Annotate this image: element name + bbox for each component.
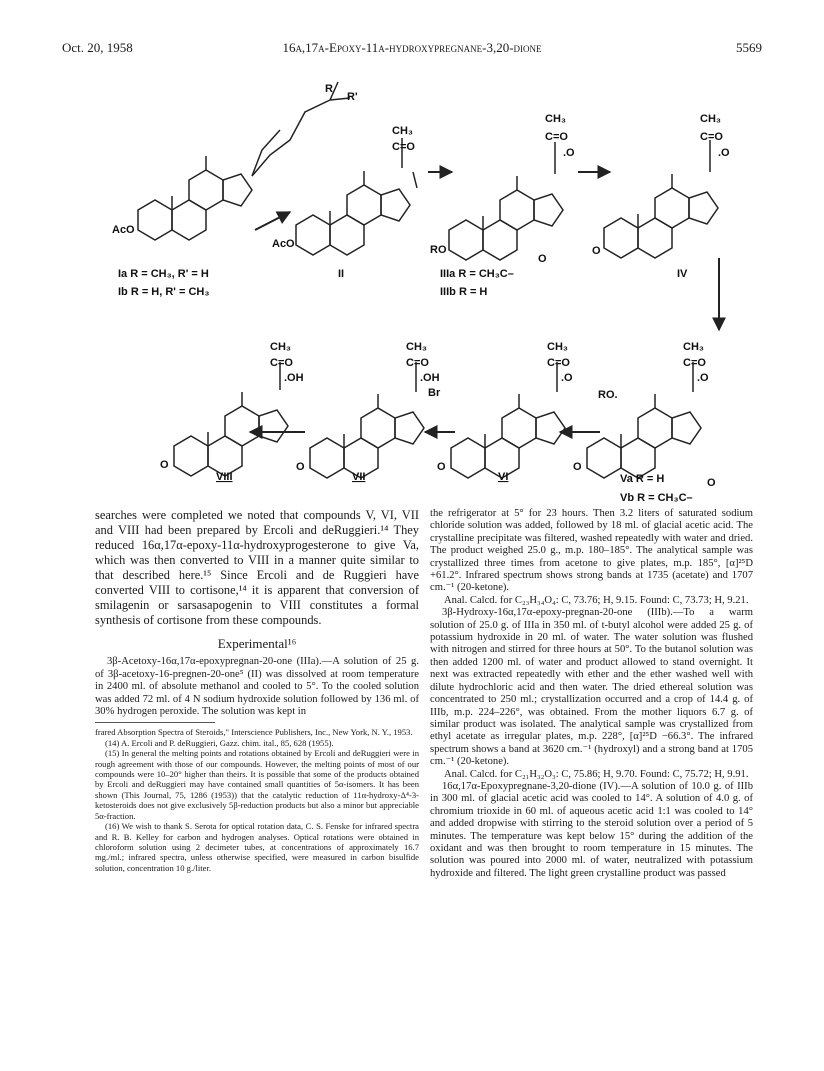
label-ch3-vi: CH₃ <box>547 341 568 353</box>
label-aco-ii: AcO <box>272 238 295 250</box>
label-o-iv: O <box>592 245 601 257</box>
label-oh-viii: .OH <box>284 372 304 384</box>
structure-vi <box>451 394 565 478</box>
structure-vii <box>310 394 424 478</box>
label-iiib: IIIb R = H <box>440 286 488 298</box>
structure-ia <box>138 156 252 240</box>
header-date: Oct. 20, 1958 <box>62 40 133 55</box>
label-co-viii: C=O <box>270 357 293 369</box>
label-o-iv-epox: .O <box>718 147 730 159</box>
analysis-iiia: Anal. Calcd. for C₂₃H₃₄O₄: C, 73.76; H, 9.15. Found: C, 73.73; H, 9.21. <box>444 594 749 606</box>
footnote-rule <box>95 722 215 723</box>
label-ch3-ii: CH₃ <box>392 125 413 137</box>
label-oxo-vi: O <box>437 461 446 473</box>
label-keto-o-vb: O <box>707 477 716 489</box>
label-vi: VI <box>498 471 509 483</box>
label-o-vi: .O <box>561 372 573 384</box>
label-co-vi: C=O <box>547 357 570 369</box>
structure-iv <box>604 174 718 258</box>
paragraph-iv: 16α,17α-Epoxypregnane-3,20-dione (IV).—A solution of 10.0 g. of IIIb in 300 ml. of glacial acetic acid was cooled to 14°. A solution of 4.0 g. of chromium trioxide in 60 ml. of aqueous acetic acid 1:1 was cooled to 14° and added dropwise with stirring to the steroid solution over a period of 5 minutes. The temperature was kept below 15° during the addition of the oxidant and was then brought to room temperature in 15 minutes. The solution was poured into 2000 ml. of water, neutralized with potassium hydroxide and filtered. The light green crystalline product was passed <box>430 780 753 879</box>
label-ch3-iii: CH₃ <box>545 113 566 125</box>
analysis-iiib: Anal. Calcd. for C₂₁H₃₂O₃: C, 75.86; H, 9.70. Found: C, 75.72; H, 9.91. <box>444 768 749 780</box>
label-keto-o-iiia: O <box>538 253 547 265</box>
label-co-iii: C=O <box>545 131 568 143</box>
running-title: 16α,17α-Epoxy-11α-hydroxypregnane-3,20-dione <box>282 40 542 55</box>
label-iv: IV <box>677 268 688 280</box>
label-o-v: .O <box>697 372 709 384</box>
label-co-v: C=O <box>683 357 706 369</box>
structure-iiia <box>449 176 563 260</box>
footnote-14: (14) A. Ercoli and P. deRuggieri, Gazz. chim. ital., 85, 628 (1955). <box>105 737 334 748</box>
label-vb: Vb R = CH₃C– <box>620 492 693 504</box>
label-co-vii: C=O <box>406 357 429 369</box>
label-ch3-vii: CH₃ <box>406 341 427 353</box>
label-co-iv: C=O <box>700 131 723 143</box>
label-br-vii: Br <box>428 387 441 399</box>
label-r: R <box>325 83 333 95</box>
label-ii: II <box>338 268 345 280</box>
footnote-16: (16) We wish to thank S. Serota for optical rotation data, C. S. Fenske for infrared spectra and R. B. Kelley for carbon and hydrogen analyses. Optical rotations were obtained in chloroform solution using 2 decimeter tubes, at concentrations of approximately 16.7 mg./ml.; infrared spectra, unless otherwise specified, were measured in carbon bisulfide solution, concentration 10 g./liter. <box>95 821 419 873</box>
label-o-iii: .O <box>563 147 575 159</box>
label-co-ii: C=O <box>392 141 415 153</box>
label-ib: Ib R = H, R' = CH₃ <box>118 286 210 298</box>
intro-paragraph: searches were completed we noted that compounds V, VI, VII and VIII had been prepared by Ercoli and deRuggieri.¹⁴ They reduced 16α,17α-epoxy-11α-hydroxyprogesterone to give Va, which was then converted to VIII in a manner quite similar to that described here.¹⁵ Since Ercoli and de Ruggieri have converted VIII to cortisone,¹⁴ it is apparent that conversion of smilagenin or sarsasapogenin to VIII constitutes a formal synthesis of cortisone from these compounds. <box>95 508 419 627</box>
footnote-continued: frared Absorption Spectra of Steroids," Interscience Publishers, Inc., New York, N. Y., 1953. <box>95 727 413 738</box>
structure-v <box>587 394 701 478</box>
label-ro-v: RO. <box>598 389 618 401</box>
paragraph-iiib: 3β-Hydroxy-16α,17α-epoxy-pregnan-20-one (IIIb).—To a warm solution of 25.0 g. of IIIa in 350 ml. of t-butyl alcohol were added 25 g. of potassium hydroxide in 20 ml. of water. The water solution was flushed with nitrogen and stirred for three hours at 50°. To the butanol solution was then added 1200 ml. of water and product allowed to stand overnight. It next was extracted repeatedly with ether and the ether washed well with dilute hydrochloric acid and then water. The dried ethereal solution was concentrated to 250 ml.; crystallization occurred and a crop of 14.4 g. of IIIb, m.p. 224–226°, was obtained. From the mother liquors 6.7 g. of similar product was isolated. The analytical sample was crystallized from ethyl acetate as irregular plates, m.p. 228°, [α]²⁵D −66.3°. The infrared spectrum shows a band at 3620 cm.⁻¹ (hydroxyl) and a strong band at 1705 cm.⁻¹ (20-ketone). <box>430 607 753 768</box>
section-heading-experimental: Experimental¹⁶ <box>217 636 297 651</box>
footnote-15: (15) In general the melting points and rotations obtained by Ercoli and deRuggieri were in rough agreement with those of our compounds. However, the melting points of most of our compounds were 10–20° higher than theirs. It is possible that some of the products obtained by Ercoli and deRuggieri may have contained small quantities of 5α-isomers. It has been shown (This Journal, 75, 1286 (1953)) that the catalytic reduction of 11α-hydroxy-Δ⁴-3-ketosteroids does not give exclusively 5β-reduction products but also a minor but appreciable 5α-fraction. <box>95 748 419 821</box>
label-ch3-iv: CH₃ <box>700 113 721 125</box>
label-oh-vii: .OH <box>420 372 440 384</box>
label-aco-ia: AcO <box>112 224 135 236</box>
label-oxo-v: O <box>573 461 582 473</box>
label-iiia: IIIa R = CH₃C– <box>440 268 514 280</box>
paragraph-iiia-continued: the refrigerator at 5° for 23 hours. Then 3.2 liters of saturated sodium chloride solution was added, followed by 18 ml. of glacial acetic acid. The crystalline precipitate was filtered, washed repeatedly with water and dried. The product weighed 25.0 g., m.p. 180–185°. The analytical sample was crystallized three times from acetone to give plates, m.p. 185°, [α]²⁵D +61.2°. Infrared spectrum shows strong bands at 1735 (acetate) and 1707 cm.⁻¹ (20-ketone). <box>430 508 753 594</box>
label-viii: VIII <box>216 471 233 483</box>
reaction-scheme <box>0 70 824 510</box>
label-ch3-v: CH₃ <box>683 341 704 353</box>
left-column <box>95 508 419 873</box>
paragraph-iiia: 3β-Acetoxy-16α,17α-epoxypregnan-20-one (IIIa).—A solution of 25 g. of 3β-acetoxy-16-pregnen-20-one⁵ (II) was dissolved at room temperature in 2400 ml. of absolute methanol and cooled to 5°. To the cooled solution was added 72 ml. of 4 N sodium hydroxide solution followed by 136 ml. of 30% hydrogen peroxide. The solution was kept in <box>95 656 419 718</box>
label-o-viii: O <box>160 459 169 471</box>
label-va: Va R = H <box>620 473 665 485</box>
structure-ii <box>296 171 410 255</box>
structure-viii <box>174 392 288 476</box>
label-ch3-viii: CH₃ <box>270 341 291 353</box>
label-r-prime: R' <box>347 91 358 103</box>
label-ia: Ia R = CH₃, R' = H <box>118 268 209 280</box>
label-vii: VII <box>352 471 366 483</box>
page-number: 5569 <box>736 40 762 55</box>
right-column <box>430 508 753 880</box>
label-o-vii: O <box>296 461 305 473</box>
label-ro-iii: RO <box>430 244 447 256</box>
